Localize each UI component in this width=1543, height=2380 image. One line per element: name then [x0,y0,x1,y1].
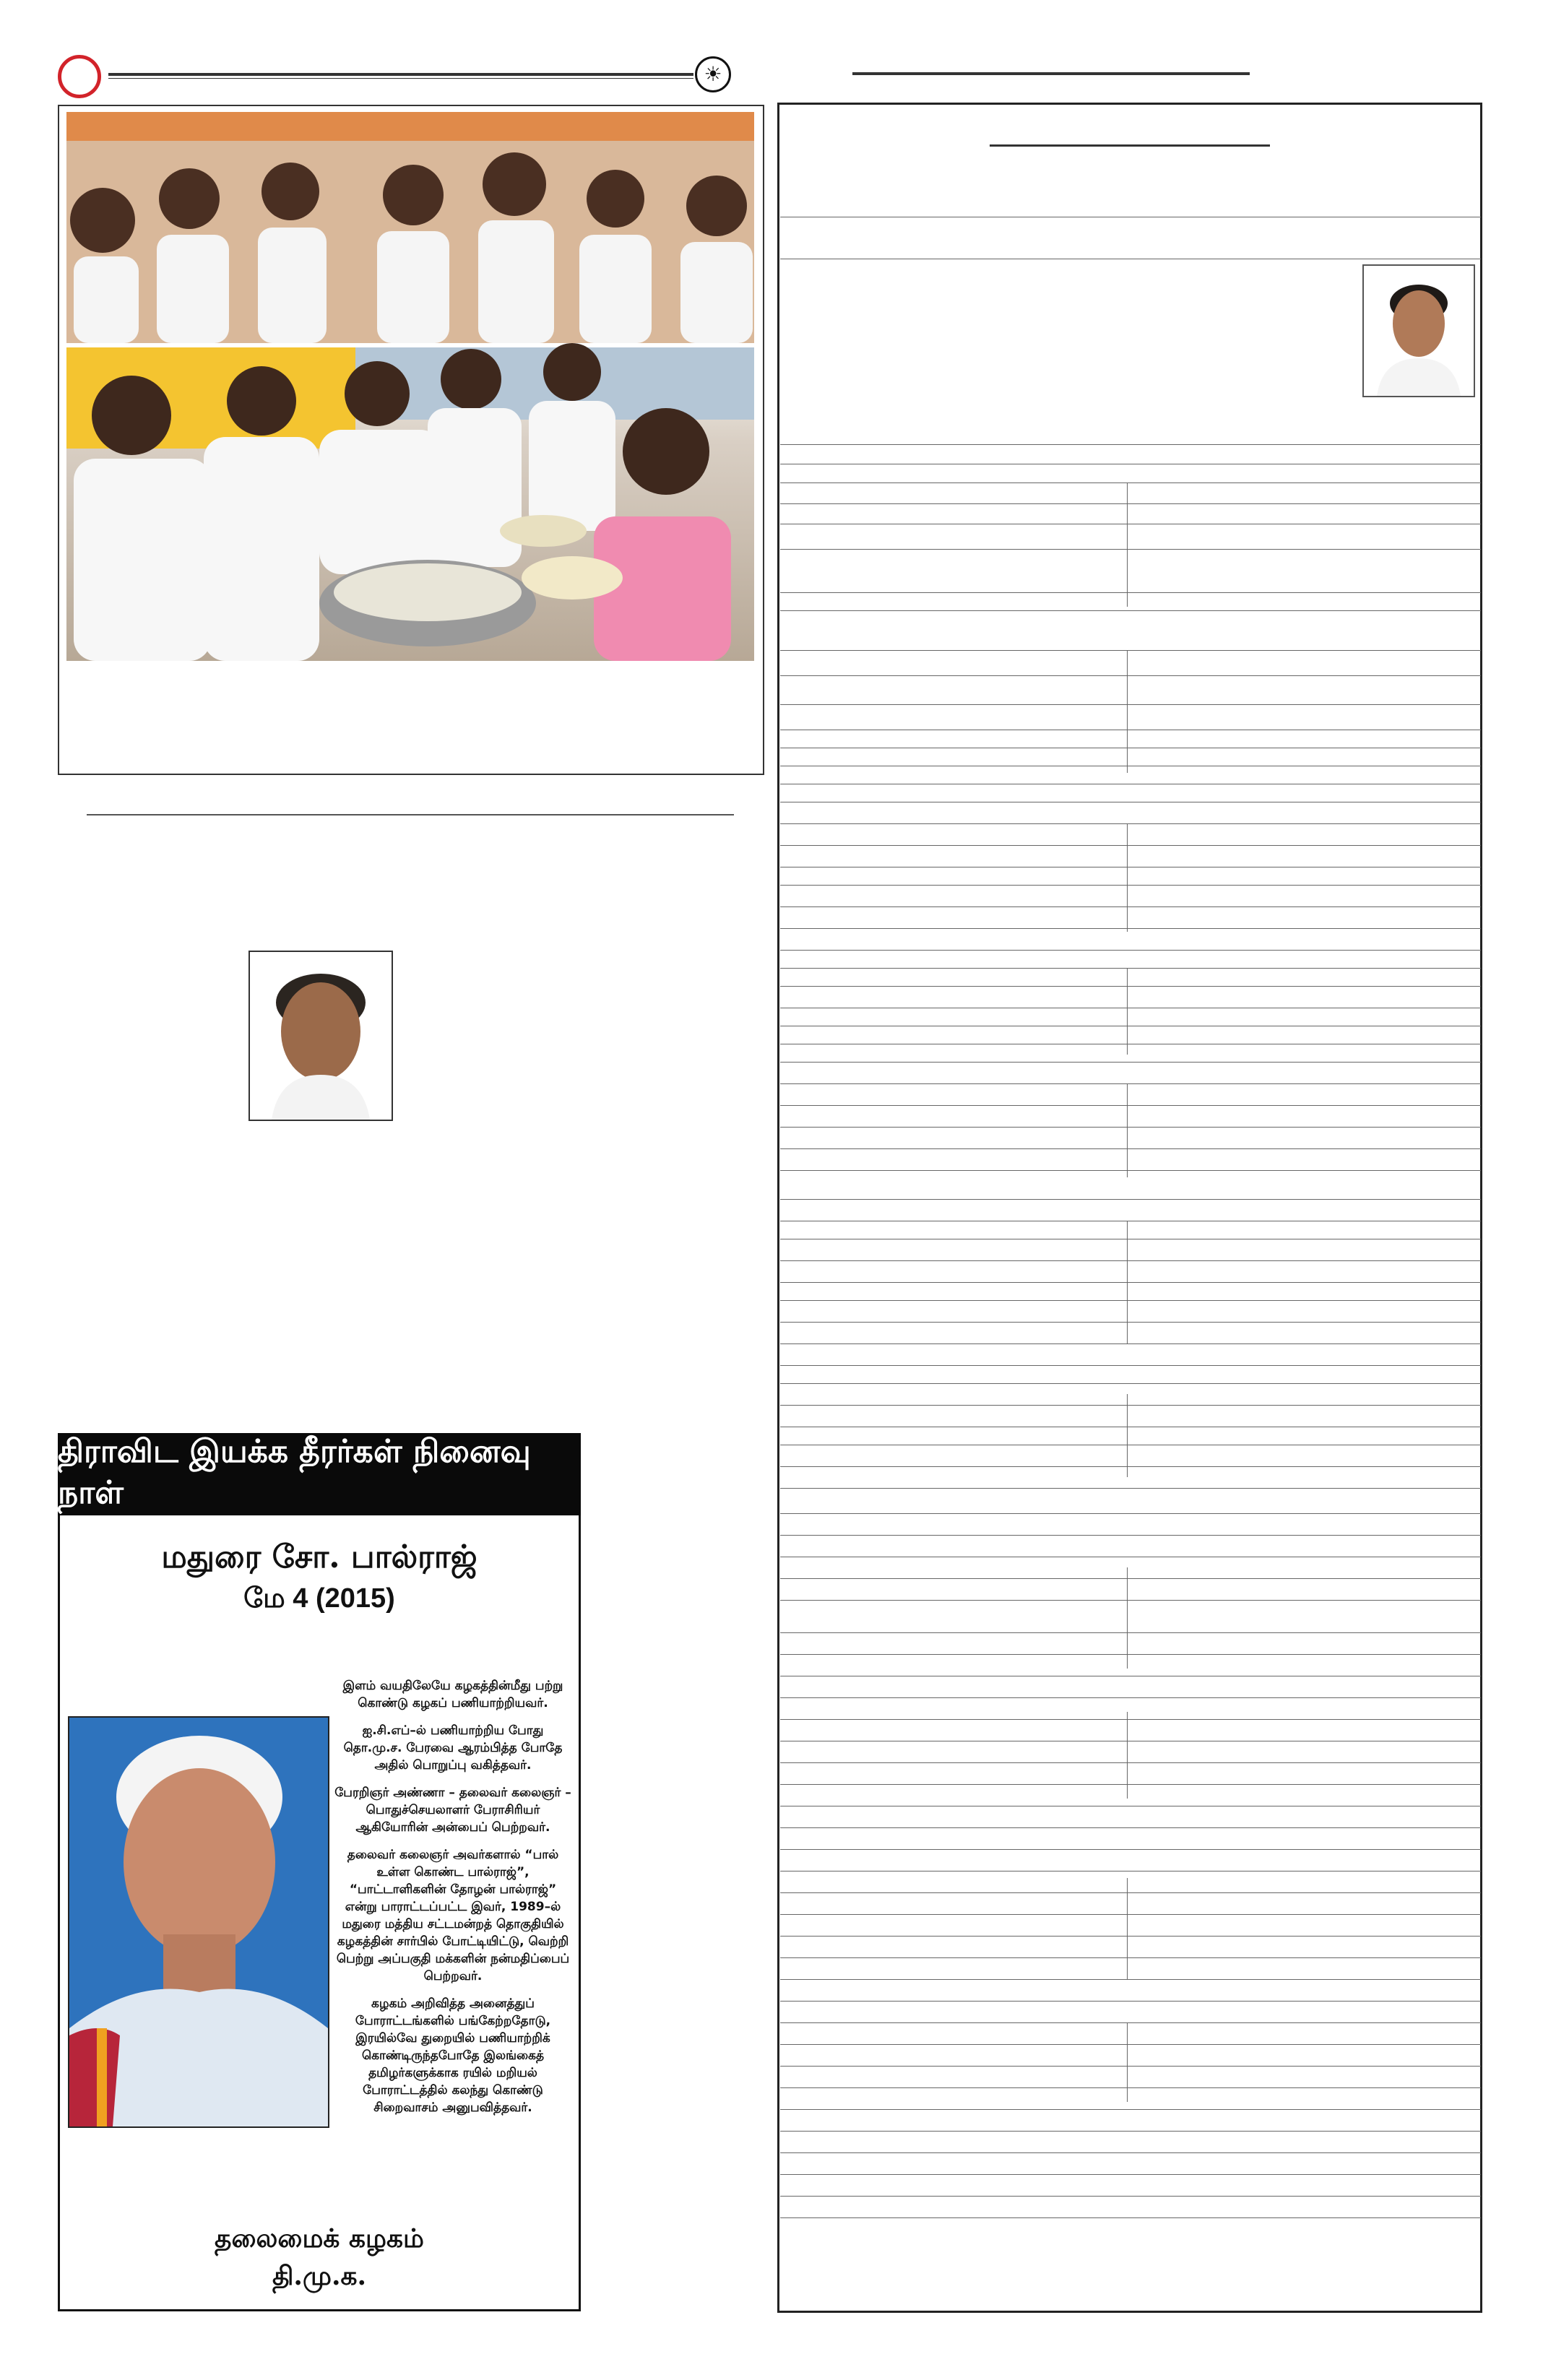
table-row-line [780,2087,1481,2088]
table-title-rule [990,144,1270,147]
table-row-line [780,444,1481,445]
table-column-line [1127,1394,1128,1477]
table-row-line [780,1979,1481,1980]
table-row-line [780,1488,1481,1489]
table-row-line [780,1827,1481,1828]
bio-paragraph: இளம் வயதிலேயே கழகத்தின்மீது பற்று கொண்டு கழகப் பணியாற்றியவர். [342,1679,563,1710]
results-table-frame [777,103,1482,2313]
table-row-line [780,1127,1481,1128]
table-row-line [780,704,1481,705]
table-row-line [780,1083,1481,1084]
memorial-portrait [68,1716,329,2128]
table-row-line [780,503,1481,504]
table-row-line [780,2152,1481,2153]
table-row-line [780,675,1481,676]
table-row-line [780,2174,1481,2175]
table-row-line [780,1148,1481,1149]
table-row-line [780,1632,1481,1633]
section-marker-circle [58,55,101,98]
table-row-line [780,823,1481,824]
table-row-line [780,950,1481,951]
table-column-line [1127,2022,1128,2102]
table-column-line [1127,650,1128,773]
memorial-footer-org: தலைமைக் கழகம் [215,2223,424,2254]
table-row-line [780,2022,1481,2023]
rising-sun-emblem-icon: ☀ [695,56,731,92]
bio-paragraph: கழகம் அறிவித்த அனைத்துப் போராட்டங்களில் பங்கேற்றதோடு, இரயில்வே துறையில் பணியாற்றிக் கொண்டிருந்தபோதே இலங்கைத் தமிழர்களுக்காக ரயில் மறியல் போராட்டத்தில் கலந்து கொண்டு சிறைவாசம் அனுபவித்தவர். [355,1996,551,2115]
memorial-bio [334,1677,572,2126]
table-row-line [780,1343,1481,1344]
table-column-line [1127,823,1128,932]
portrait-photo [248,951,393,1121]
table-column-line [1127,1567,1128,1669]
table-row-line [780,968,1481,969]
table-row-line [780,2196,1481,2197]
table-column-line [1127,1712,1128,1799]
table-row-line [780,1719,1481,1720]
table-row-line [780,1062,1481,1063]
table-row-line [780,2131,1481,2132]
table-row-line [780,1466,1481,1467]
table-row-line [780,1322,1481,1323]
table-row-line [780,1784,1481,1785]
memorial-name: மதுரை சோ. பால்ராஜ் [161,1539,477,1575]
table-row-line [780,1936,1481,1937]
table-row-line [780,2109,1481,2110]
table-row-line [780,906,1481,907]
table-row-line [780,1260,1481,1261]
table-row-line [780,1914,1481,1915]
column-divider-rule [87,814,734,815]
table-row-line [780,1654,1481,1655]
table-row-line [780,610,1481,611]
table-row-line [780,1513,1481,1514]
table-row-line [780,1762,1481,1763]
table-row-line [780,1849,1481,1850]
table-row-line [780,1365,1481,1366]
table-column-line [1127,1878,1128,1979]
group-photo [66,112,754,661]
table-row-line [780,1957,1481,1958]
table-row-line [780,549,1481,550]
photo-caption-area [66,668,754,762]
table-row-line [780,1405,1481,1406]
table-row-line [780,845,1481,846]
table-row-line [780,1199,1481,1200]
memorial-ad-header: திராவிட இயக்க தீரர்கள் நினைவு நாள் [58,1433,581,1515]
table-row-line [780,885,1481,886]
bio-paragraph: ஐ.சி.எப்–ல் பணியாற்றிய போது தொ.மு.ச. பேரவை ஆரம்பித்த போதே அதில் பொறுப்பு வகித்தவர். [343,1723,563,1773]
right-portrait-photo [1362,264,1475,397]
bio-paragraph: தலைவர் கலைஞர் அவர்களால் “பால் உள்ள கொண்ட பால்ராஜ்”, “பாட்டாளிகளின் தோழன் பால்ராஜ்” என்று பாராட்டப்பட்ட இவர், 1989–ல் மதுரை மத்திய சட்டமன்றத் தொகுதியில் கழகத்தின் சார்பில் போட்டியிட்டு, வெற்றி பெற்று அப்பகுதி மக்களின் நன்மதிப்பைப் பெற்றவர். [336,1848,570,1983]
table-row-line [780,1300,1481,1301]
memorial-footer-party: தி.மு.க. [272,2261,367,2291]
masthead-rule-thin [108,78,693,79]
table-row-line [780,2001,1481,2002]
masthead-rule [108,73,693,76]
table-row-line [780,1892,1481,1893]
bio-paragraph: பேரறிஞர் அண்ணா – தலைவர் கலைஞர் –பொதுச்செயலாளர் பேராசிரியர் ஆகியோரின் அன்பைப் பெற்றவர். [334,1786,571,1835]
table-column-line [1127,1083,1128,1177]
table-row-line [780,2217,1481,2218]
table-row-line [780,592,1481,593]
table-row-line [780,986,1481,987]
table-row-line [780,1578,1481,1579]
table-row-line [780,1535,1481,1536]
right-column-head-rule [852,72,1250,75]
table-row-line [780,2044,1481,2045]
table-column-line [1127,483,1128,607]
table-column-line [1127,968,1128,1055]
table-row-line [780,1383,1481,1384]
memorial-date: மே 4 (2015) [243,1583,395,1614]
table-row-line [780,1105,1481,1106]
table-row-line [780,1170,1481,1171]
table-row-line [780,650,1481,651]
table-row-line [780,1282,1481,1283]
table-row-line [780,1697,1481,1698]
table-row-line [780,2066,1481,2067]
table-row-line [780,1600,1481,1601]
table-row-line [780,928,1481,929]
table-column-line [1127,1221,1128,1343]
